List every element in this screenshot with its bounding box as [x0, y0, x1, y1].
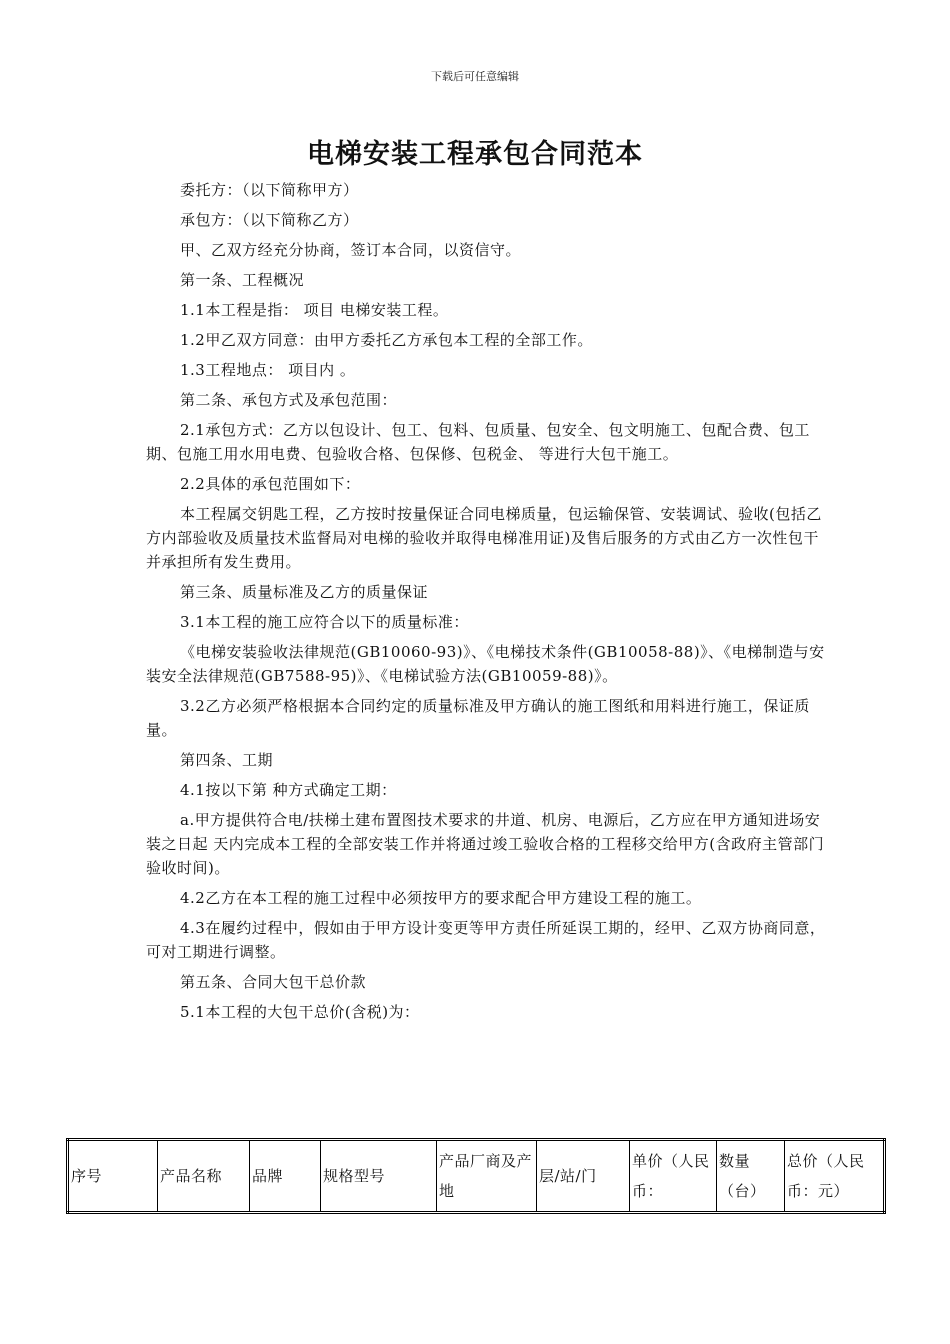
paragraph: 3.2乙方必须严格根据本合同约定的质量标准及甲方确认的施工图纸和用料进行施工，保证质量。: [146, 697, 810, 739]
paragraph: 委托方：（以下简称甲方）: [180, 181, 359, 199]
table-header-cell: 产品名称: [158, 1140, 250, 1213]
section-heading: 第四条、工期: [180, 751, 274, 769]
paragraph: a.甲方提供符合电/扶梯土建布置图技术要求的井道、机房、电源后，乙方应在甲方通知进场安装之日起 天内完成本工程的全部安装工作并将通过竣工验收合格的工程移交给甲方(含政府主管部门验收时间)。: [146, 811, 825, 877]
section-heading: 第三条、质量标准及乙方的质量保证: [180, 583, 429, 601]
table-header-row: [68, 1140, 885, 1213]
table-header-cell: 产品厂商及产地: [437, 1140, 537, 1213]
paragraph: 1.2甲乙双方同意：由甲方委托乙方承包本工程的全部工作。: [180, 331, 593, 349]
table-header-cell: 数量（台）: [717, 1140, 785, 1213]
paragraph: 2.2具体的承包范围如下：: [180, 475, 361, 493]
paragraph: 本工程属交钥匙工程，乙方按时按量保证合同电梯质量，包运输保管、安装调试、验收(包括乙方内部验收及质量技术监督局对电梯的验收并取得电梯准用证)及售后服务的方式由乙方一次性包干并承担所有发生费用。: [146, 505, 822, 571]
paragraph: 2.1承包方式：乙方以包设计、包工、包料、包质量、包安全、包文明施工、包配合费、包工期、包施工用水用电费、包验收合格、包保修、包税金、 等进行大包干施工。: [146, 421, 810, 463]
contract-body: [146, 178, 826, 1030]
paragraph: 5.1本工程的大包干总价(含税)为：: [180, 1003, 420, 1021]
paragraph: 4.3在履约过程中，假如由于甲方设计变更等甲方责任所延误工期的，经甲、乙双方协商同意，可对工期进行调整。: [146, 919, 826, 961]
table-header-cell: 品牌: [250, 1140, 321, 1213]
paragraph: 3.1本工程的施工应符合以下的质量标准：: [180, 613, 469, 631]
page-title: 电梯安装工程承包合同范本: [307, 139, 643, 170]
table-header-cell: 层/站/门: [537, 1140, 630, 1213]
paragraph: 承包方：（以下简称乙方）: [180, 211, 359, 229]
header-note: 下载后可任意编辑: [431, 70, 519, 83]
table-header-cell: 序号: [68, 1140, 158, 1213]
paragraph: 甲、乙双方经充分协商，签订本合同，以资信守。: [180, 241, 522, 259]
paragraph: 《电梯安装验收法律规范(GB10060-93)》、《电梯技术条件(GB10058-88)》、《电梯制造与安装安全法律规范(GB7588-95)》、《电梯试验方法(GB10059-88)》。: [146, 643, 825, 685]
paragraph: 1.3工程地点： 项目内 。: [180, 361, 356, 379]
section-heading: 第一条、工程概况: [180, 271, 305, 289]
paragraph: 4.2乙方在本工程的施工过程中必须按甲方的要求配合甲方建设工程的施工。: [180, 889, 702, 907]
section-heading: 第五条、合同大包干总价款: [180, 973, 367, 991]
table-header-cell: 规格型号: [321, 1140, 437, 1213]
paragraph: 4.1按以下第 种方式确定工期：: [180, 781, 397, 799]
paragraph: 1.1本工程是指： 项目 电梯安装工程。: [180, 301, 449, 319]
table-header-cell: 总价（人民币：元）: [785, 1140, 885, 1213]
section-heading: 第二条、承包方式及承包范围：: [180, 391, 398, 409]
table-header-cell: 单价（人民币：: [630, 1140, 717, 1213]
price-table: [66, 1138, 886, 1214]
price-table-wrap: [66, 1138, 883, 1214]
